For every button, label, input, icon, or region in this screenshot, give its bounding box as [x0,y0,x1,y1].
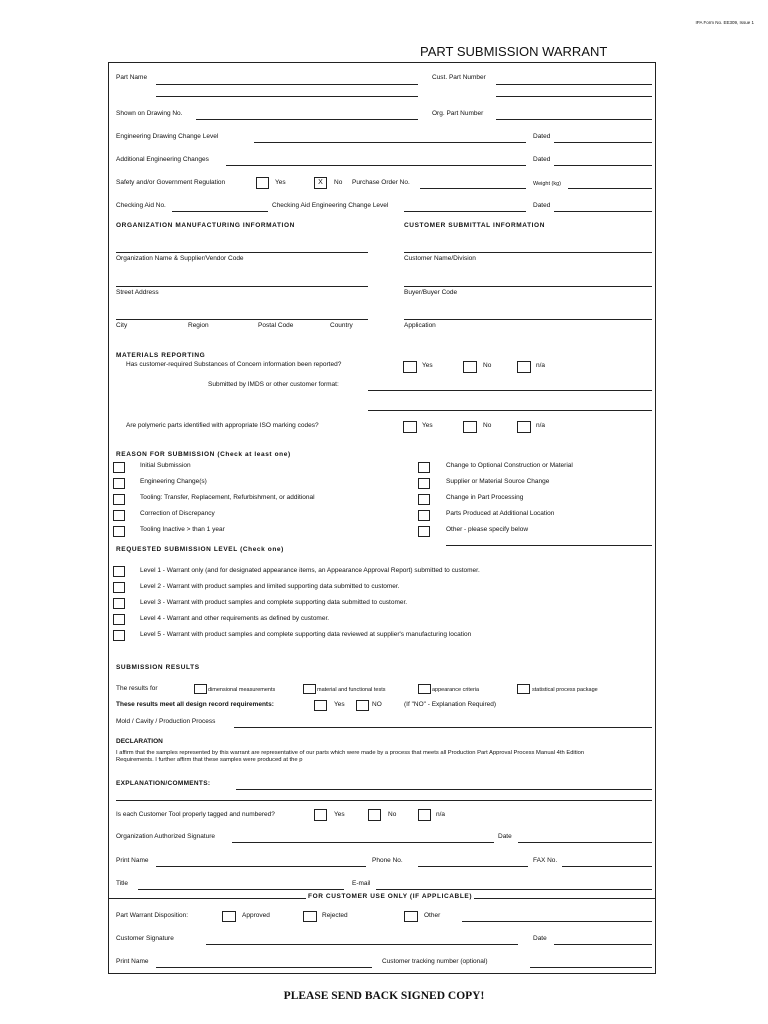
auth-signature-field[interactable] [232,842,494,843]
city-label: City [116,322,128,329]
material-tests-checkbox[interactable] [303,684,316,694]
q2-no-checkbox[interactable] [463,421,477,433]
appearance-checkbox[interactable] [418,684,431,694]
dated-field-2[interactable] [554,165,652,166]
org-heading: ORGANIZATION MANUFACTURING INFORMATION [116,222,295,229]
print-name-field[interactable] [156,866,366,867]
material-tests-label: material and functional tests [317,687,386,693]
org-name-field[interactable] [116,252,368,253]
level-checkbox-5[interactable] [113,630,125,641]
cust-name-label: Customer Name/Division [404,255,476,262]
submitted-by-field-2[interactable] [368,410,652,411]
reason-right-checkbox-1[interactable] [418,462,430,473]
reason-right-checkbox-4[interactable] [418,510,430,521]
mold-label: Mold / Cavity / Production Process [116,718,216,725]
buyer-label: Buyer/Buyer Code [404,289,458,296]
part-name-field[interactable] [156,84,418,85]
reason-right-2: Supplier or Material Source Change [446,478,550,485]
dimensional-checkbox[interactable] [194,684,207,694]
title-label: Title [116,880,129,887]
auth-date-field[interactable] [518,842,652,843]
reason-heading: REASON FOR SUBMISSION (Check at least one) [116,451,291,458]
reason-left-5: Tooling Inactive > than 1 year [140,526,225,533]
customer-use-heading: FOR CUSTOMER USE ONLY (IF APPLICABLE) [308,893,473,900]
reason-left-checkbox-4[interactable] [113,510,125,521]
explanation-field-2[interactable] [116,800,652,801]
approved-label: Approved [242,912,270,919]
other-specify-field[interactable] [446,545,652,546]
weight-label: Weight (kg) [533,181,562,187]
reason-right-1: Change to Optional Construction or Material [446,462,573,469]
approved-checkbox[interactable] [222,911,236,922]
results-for-label: The results for [116,685,158,692]
phone-field[interactable] [418,866,528,867]
cust-part-number-label: Cust. Part Number [432,74,486,81]
q2-yes-label: Yes [422,422,433,429]
reason-right-3: Change in Part Processing [446,494,524,501]
submitted-by-field[interactable] [368,390,652,391]
level-heading: REQUESTED SUBMISSION LEVEL (Check one) [116,546,284,553]
dated-field-1[interactable] [554,142,652,143]
customer-signature-label: Customer Signature [116,935,174,942]
meet-no-checkbox[interactable] [356,700,369,711]
shown-on-drawing-label: Shown on Drawing No. [116,110,183,117]
level-checkbox-2[interactable] [113,582,125,593]
q2-na-checkbox[interactable] [517,421,531,433]
dated-label-2: Dated [533,156,551,163]
reason-right-checkbox-2[interactable] [418,478,430,489]
additional-changes-label: Additional Engineering Changes [116,156,209,163]
eng-drawing-change-label: Engineering Drawing Change Level [116,133,219,140]
q1-yes-label: Yes [422,362,433,369]
materials-heading: MATERIALS REPORTING [116,352,206,359]
reason-right-checkbox-3[interactable] [418,494,430,505]
tool-yes-checkbox[interactable] [314,809,327,821]
level-checkbox-4[interactable] [113,614,125,625]
dimensional-label: dimensional measurements [208,687,276,693]
meet-yes-label: Yes [334,701,345,708]
explanation-field[interactable] [236,789,652,790]
page-title: PART SUBMISSION WARRANT [420,44,608,59]
level-1: Level 1 - Warrant only (and for designated appearance items, an Appearance Approval Report) submitted to customer. [140,567,480,574]
statistical-label: statistical process package [532,687,598,693]
reason-left-checkbox-1[interactable] [113,462,125,473]
q2-yes-checkbox[interactable] [403,421,417,433]
other-checkbox[interactable] [404,911,418,922]
rejected-checkbox[interactable] [303,911,317,922]
title-field[interactable] [138,889,344,890]
meet-yes-checkbox[interactable] [314,700,327,711]
org-part-number-label: Org. Part Number [432,110,484,117]
application-label: Application [404,322,436,329]
safety-label: Safety and/or Government Regulation [116,179,226,186]
purchase-order-field[interactable] [420,188,526,189]
rejected-label: Rejected [322,912,348,919]
cust-name-field[interactable] [404,252,652,253]
appearance-label: appearance criteria [432,687,480,693]
submitted-by-label: Submitted by IMDS or other customer format: [208,381,339,388]
level-checkbox-3[interactable] [113,598,125,609]
email-field[interactable] [376,889,652,890]
meet-no-label: NO [372,701,382,708]
customer-date-field[interactable] [554,944,652,945]
q1-na-label: n/a [536,362,546,369]
fax-label: FAX No. [533,857,558,864]
statistical-checkbox[interactable] [517,684,530,694]
reason-left-1: Initial Submission [140,462,191,469]
checking-aid-change-field[interactable] [404,211,526,212]
meet-label: These results meet all design record requirements: [116,701,274,708]
reason-left-3: Tooling: Transfer, Replacement, Refurbishment, or additional [140,494,315,501]
eng-drawing-change-field[interactable] [254,142,526,143]
q1-na-checkbox[interactable] [517,361,531,373]
purchase-order-label: Purchase Order No. [352,179,410,186]
other-label: Other [424,912,441,919]
q1-yes-checkbox[interactable] [403,361,417,373]
q1-no-checkbox[interactable] [463,361,477,373]
form-number: IPA Form No. EE309, Issue 1 [695,20,754,25]
org-name-label: Organization Name & Supplier/Vendor Code [116,255,244,262]
reason-left-2: Engineering Change(s) [140,478,207,485]
reason-right-4: Parts Produced at Additional Location [446,510,555,517]
customer-print-name-label: Print Name [116,958,149,965]
org-part-number-field[interactable] [496,119,652,120]
results-heading: SUBMISSION RESULTS [116,664,200,671]
city-region-field[interactable] [116,319,368,320]
auth-date-label: Date [498,833,512,840]
safety-yes-checkbox[interactable] [256,177,269,189]
declaration-text-1: I affirm that the samples represented by this warrant are representative of our parts which were made by a process that meets all Production Part Approval Process Manual 4th Edition [116,750,585,756]
safety-no-checkbox[interactable]: X [314,177,327,189]
footer-note: PLEASE SEND BACK SIGNED COPY! [283,990,485,1002]
reason-left-checkbox-5[interactable] [113,526,125,537]
phone-label: Phone No. [372,857,403,864]
buyer-field[interactable] [404,286,652,287]
dated-label-1: Dated [533,133,551,140]
level-4: Level 4 - Warrant and other requirements as defined by customer. [140,615,330,622]
customer-date-label: Date [533,935,547,942]
tracking-label: Customer tracking number (optional) [382,958,488,965]
customer-print-name-field[interactable] [156,967,372,968]
tool-na-label: n/a [436,811,446,818]
part-name-field-2[interactable] [156,96,418,97]
auth-signature-label: Organization Authorized Signature [116,833,216,840]
weight-field[interactable] [568,188,652,189]
disposition-label: Part Warrant Disposition: [116,912,189,919]
customer-signature-field[interactable] [206,944,518,945]
part-name-label: Part Name [116,74,148,81]
dated-field-3[interactable] [554,211,652,212]
tool-na-checkbox[interactable] [418,809,431,821]
cust-part-number-field-2[interactable] [496,96,652,97]
safety-no-label: No [334,179,343,186]
street-field[interactable] [116,286,368,287]
q2-na-label: n/a [536,422,546,429]
declaration-heading: DECLARATION [116,738,163,745]
tool-no-checkbox[interactable] [368,809,381,821]
level-3: Level 3 - Warrant with product samples and complete supporting data submitted to customer. [140,599,408,606]
shown-on-drawing-field[interactable] [196,119,418,120]
if-no-label: (If "NO" - Explanation Required) [404,701,497,708]
cust-part-number-field[interactable] [496,84,652,85]
materials-q2: Are polymeric parts identified with appropriate ISO marking codes? [126,422,319,429]
q1-no-label: No [483,362,492,369]
level-checkbox-1[interactable] [113,566,125,577]
tracking-field[interactable] [530,967,652,968]
reason-right-checkbox-5[interactable] [418,526,430,537]
safety-yes-label: Yes [275,179,286,186]
street-label: Street Address [116,289,159,296]
fax-field[interactable] [562,866,652,867]
reason-left-4: Correction of Discrepancy [140,510,215,517]
reason-right-5: Other - please specify below [446,526,529,533]
checking-aid-field[interactable] [172,211,268,212]
reason-left-checkbox-3[interactable] [113,494,125,505]
materials-q1: Has customer-required Substances of Concern information been reported? [126,361,342,368]
additional-changes-field[interactable] [226,165,526,166]
other-disposition-field[interactable] [462,921,652,922]
cust-heading: CUSTOMER SUBMITTAL INFORMATION [404,222,546,229]
q2-no-label: No [483,422,492,429]
explanation-label: EXPLANATION/COMMENTS: [116,780,211,787]
print-name-label: Print Name [116,857,149,864]
country-label: Country [330,322,353,329]
reason-left-checkbox-2[interactable] [113,478,125,489]
level-5: Level 5 - Warrant with product samples and complete supporting data reviewed at supplier's manufacturing location [140,631,472,638]
tool-no-label: No [388,811,397,818]
checking-aid-change-label: Checking Aid Engineering Change Level [272,202,389,209]
tool-yes-label: Yes [334,811,345,818]
application-field[interactable] [404,319,652,320]
region-label: Region [188,322,209,329]
checking-aid-label: Checking Aid No. [116,202,166,209]
postal-label: Postal Code [258,322,294,329]
level-2: Level 2 - Warrant with product samples and limited supporting data submitted to customer. [140,583,400,590]
dated-label-3: Dated [533,202,551,209]
mold-field[interactable] [234,727,652,728]
declaration-text-2: Requirements. I further affirm that these samples were produced at the p [116,757,303,763]
tool-question: Is each Customer Tool properly tagged and numbered? [116,811,275,818]
email-label: E-mail [352,880,371,887]
